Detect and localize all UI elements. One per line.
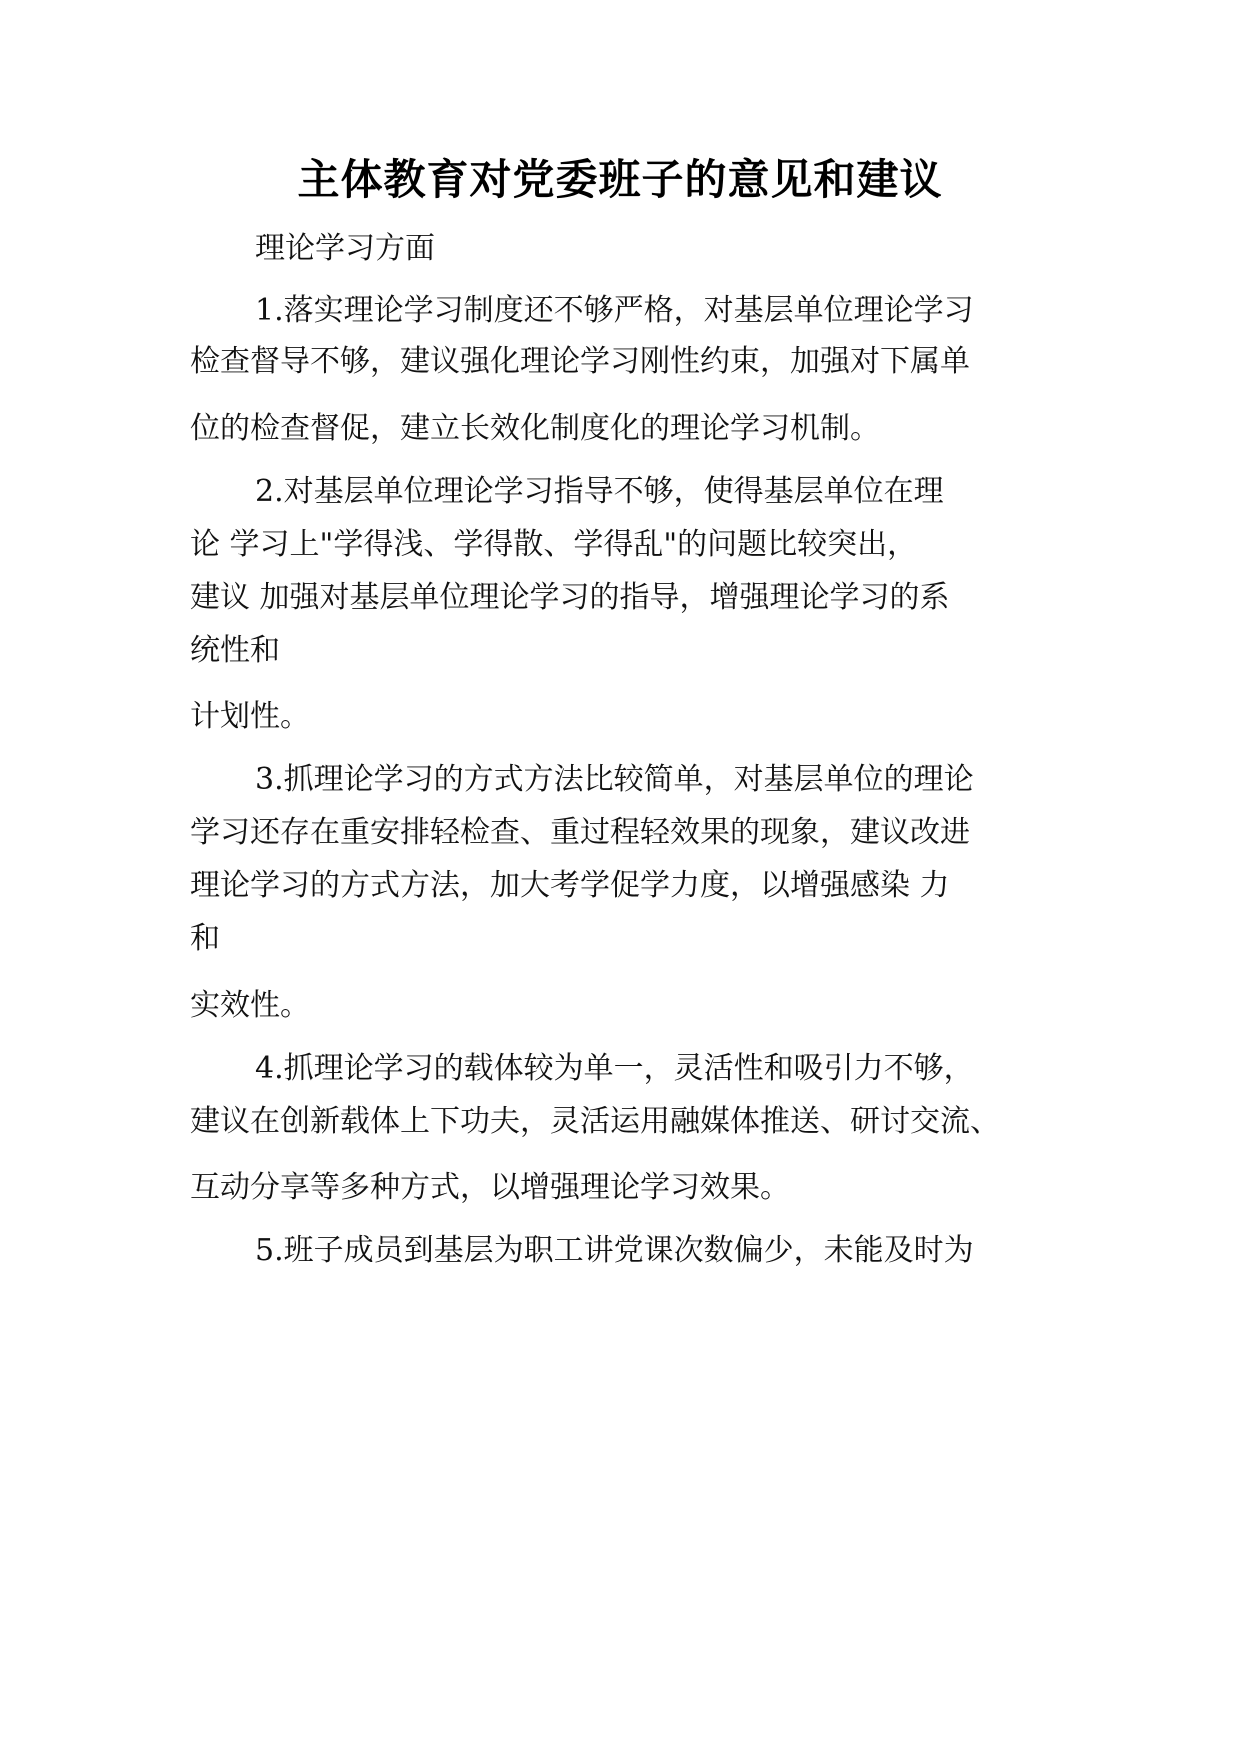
paragraph-line: 论 学习上"学得浅、学得散、学得乱"的问题比较突出， (190, 527, 918, 562)
paragraph-line: 建议 加强对基层单位理论学习的指导，增强理论学习的系 (190, 580, 950, 615)
paragraph-line: 计划性。 (190, 699, 310, 734)
document-title: 主体教育对党委班子的意见和建议 (297, 155, 943, 204)
paragraph-line: 4.抓理论学习的载体较为单一，灵活性和吸引力不够， (255, 1051, 974, 1086)
paragraph-line: 1.落实理论学习制度还不够严格，对基层单位理论学习 (255, 293, 974, 328)
paragraph-line: 实效性。 (190, 988, 310, 1023)
paragraph-line: 互动分享等多种方式，以增强理论学习效果。 (190, 1170, 790, 1205)
paragraph-line: 统性和 (190, 633, 280, 668)
paragraph-line: 理论学习的方式方法，加大考学促学力度，以增强感染 力 (190, 868, 950, 903)
paragraph-line: 检查督导不够，建议强化理论学习刚性约束，加强对下属单 (190, 344, 970, 379)
paragraph-line: 学习还存在重安排轻检查、重过程轻效果的现象，建议改进 (190, 815, 970, 850)
section-heading: 理论学习方面 (255, 231, 435, 266)
paragraph-line: 5.班子成员到基层为职工讲党课次数偏少，未能及时为 (255, 1233, 974, 1268)
paragraph-line: 建议在创新载体上下功夫，灵活运用融媒体推送、研讨交流、 (190, 1104, 1000, 1139)
paragraph-line: 位的检查督促，建立长效化制度化的理论学习机制。 (190, 411, 880, 446)
paragraph-line: 3.抓理论学习的方式方法比较简单，对基层单位的理论 (255, 762, 974, 797)
paragraph-line: 2.对基层单位理论学习指导不够，使得基层单位在理 (255, 474, 944, 509)
paragraph-line: 和 (190, 921, 220, 956)
